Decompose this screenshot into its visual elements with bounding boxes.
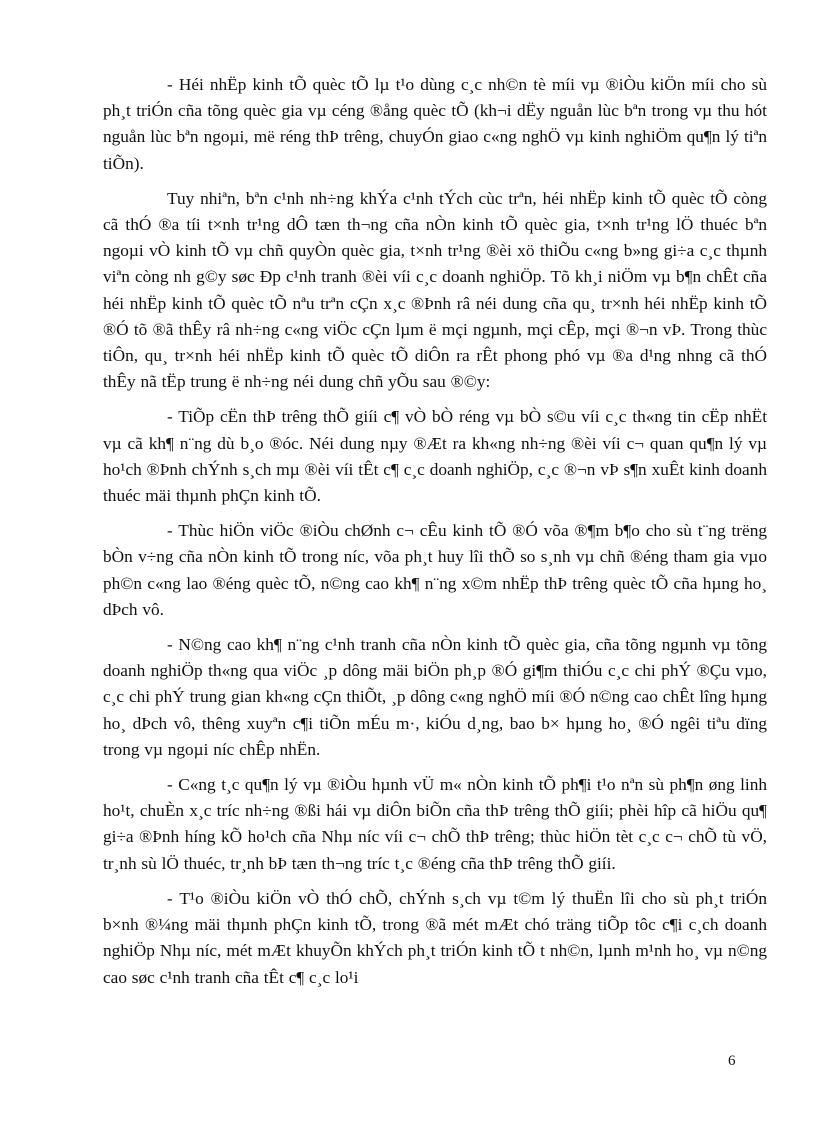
paragraph-competitiveness: - N©ng cao kh¶ n¨ng c¹nh tranh cña nÒn kinh tÕ quèc gia, cña tõng ngµnh vµ tõng doanh nghiÖp th«ng qua viÖc ¸p dông mäi biÖn ph¸p ®Ó gi¶m thiÓu c¸c chi phÝ ®Çu vµo, c¸c chi phÝ trung gian kh«ng cÇn thiÕt, ¸p dông c«ng nghÖ míi ®Ó n©ng cao chÊt lîng hµng ho¸ dÞch vô, thêng xuyªn c¶i tiÕn mÉu m·, kiÓu d¸ng, bao b× hµng ho¸ ®Ó ngêi tiªu dïng trong vµ ngoµi níc chÊp nhËn. [103, 635, 767, 759]
body-text [103, 72, 767, 1000]
paragraph-market-access: - TiÕp cËn thÞ trêng thÕ giíi c¶ vÒ bÒ réng vµ bÒ s©u víi c¸c th«ng tin cËp nhËt vµ cã kh¶ n¨ng dù b¸o ®óc. Néi dung nµy ®Æt ra kh«ng nh÷ng ®èi víi c¬ quan qu¶n lý vµ ho¹ch ®Þnh chÝnh s¸ch mµ ®èi víi tÊt c¶ c¸c doanh nghiÖp, c¸c ®¬n vÞ s¶n xuÊt kinh doanh thuéc mäi thµnh phÇn kinh tÕ. [103, 407, 767, 506]
paragraph-drawbacks: Tuy nhiªn, bªn c¹nh nh÷ng khÝa c¹nh tÝch cùc trªn, héi nhËp kinh tÕ quèc tÕ còng cã thÓ ®a tíi t×nh tr¹ng dÔ tæn th¬ng cña nÒn kinh tÕ quèc gia, t×nh tr¹ng lÖ thuéc bªn ngoµi vÒ kinh tÕ vµ chñ quyÒn quèc gia, t×nh tr¹ng ®èi xö thiÕu c«ng b»ng gi÷a c¸c thµnh viªn còng nh g©y søc Ðp c¹nh tranh ®èi víi c¸c doanh nghiÖp. Tõ kh¸i niÖm vµ b¶n chÊt cña héi nhËp kinh tÕ quèc tÕ nªu trªn cÇn x¸c ®Þnh râ néi dung cña qu¸ tr×nh héi nhËp kinh tÕ ®Ó tõ ®ã thÊy râ nh÷ng c«ng viÖc cÇn lµm ë mçi ngµnh, mçi cÊp, mçi ®¬n vÞ. Trong thùc tiÔn, qu¸ tr×nh héi nhËp kinh tÕ quèc tÕ diÔn ra rÊt phong phó vµ ®a d¹ng nhng cã thÓ thÊy nã tËp trung ë nh÷ng néi dung chñ yÕu sau ®©y: [103, 188, 767, 392]
paragraph-macro-management: - C«ng t¸c qu¶n lý vµ ®iÒu hµnh vÜ m« nÒn kinh tÕ ph¶i t¹o nªn sù ph¶n øng linh ho¹t, chuÈn x¸c tríc nh÷ng ®ßi hái vµ diÔn biÕn cña thÞ trêng thÕ giíi; phèi hîp cã hiÖu qu¶ gi÷a ®Þnh híng kÕ ho¹ch cña Nhµ níc víi c¬ chÕ thÞ trêng; thùc hiÖn tèt c¸c c¬ chÕ tù vÖ, tr¸nh sù lÖ thuéc, tr¸nh bÞ tæn th¬ng tríc t¸c ®éng cña thÞ trêng thÕ giíi. [103, 775, 767, 873]
page-number: 6 [728, 1053, 736, 1069]
paragraph-institutional-conditions: - T¹o ®iÒu kiÖn vÒ thÓ chÕ, chÝnh s¸ch vµ t©m lý thuËn lîi cho sù ph¸t triÓn b×nh ®¼ng mäi thµnh phÇn kinh tÕ, trong ®ã mét mÆt chó träng tiÕp tôc c¶i c¸ch doanh nghiÖp Nhµ níc, mét mÆt khuyÕn khÝch ph¸t triÓn kinh tÕ t nh©n, lµnh m¹nh ho¸ vµ n©ng cao søc c¹nh tranh cña tÊt c¶ c¸c lo¹i [103, 888, 767, 987]
paragraph-structural-adjustment: - Thùc hiÖn viÖc ®iÒu chØnh c¬ cÊu kinh tÕ ®Ó võa ®¶m b¶o cho sù t¨ng trëng bÒn v÷ng cña nÒn kinh tÕ trong níc, võa ph¸t huy lîi thÕ so s¸nh vµ chñ ®éng tham gia vµo ph©n c«ng lao ®éng quèc tÕ, n©ng cao kh¶ n¨ng x©m nhËp thÞ trêng quèc tÕ cña hµng ho¸ dÞch vô. [103, 521, 767, 619]
paragraph-intro: - Héi nhËp kinh tÕ quèc tÕ lµ t¹o dùng c¸c nh©n tè míi vµ ®iÒu kiÖn míi cho sù ph¸t triÓn cña tõng quèc gia vµ céng ®ång quèc tÕ (kh¬i dËy nguån lùc bªn trong vµ thu hót nguån lùc bªn ngoµi, më réng thÞ trêng, chuyÓn giao c«ng nghÖ vµ kinh nghiÖm qu¶n lý tiªn tiÕn). [103, 75, 767, 173]
